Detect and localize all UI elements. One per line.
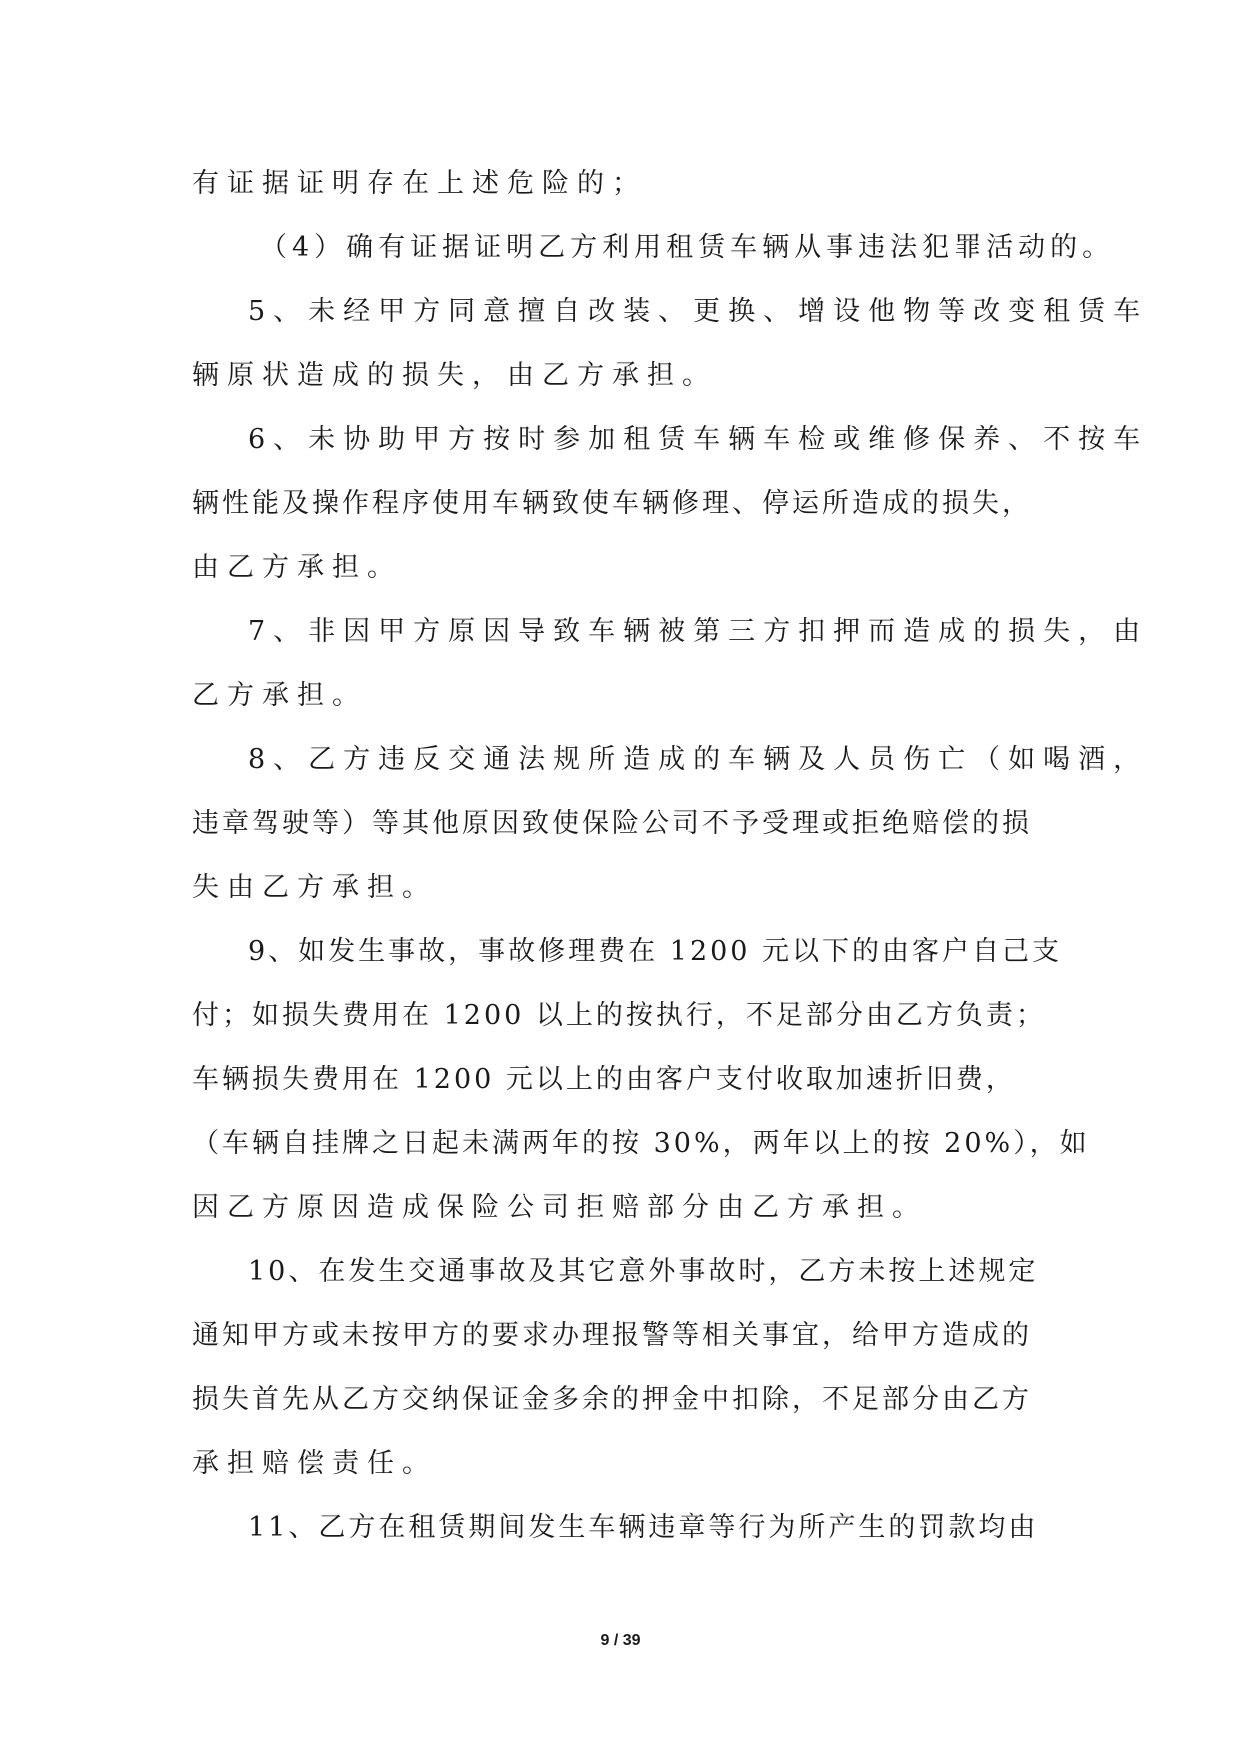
text-line: 辆原状造成的损失，由乙方承担。 <box>192 360 717 391</box>
text-line: 失由乙方承担。 <box>192 872 437 903</box>
text-line: 车辆损失费用在 1200 元以上的由客户支付收取加速折旧费， <box>192 1064 1016 1095</box>
text-line: （车辆自挂牌之日起未满两年的按 30%，两年以上的按 20%），如 <box>192 1128 1090 1159</box>
text-line: 违章驾驶等）等其他原因致使保险公司不予受理或拒绝赔偿的损 <box>192 808 1032 839</box>
text-line: 付；如损失费用在 1200 以上的按执行，不足部分由乙方负责； <box>192 1000 1046 1031</box>
page-number: 9 / 39 <box>600 1632 641 1649</box>
text-line: 辆性能及操作程序使用车辆致使车辆修理、停运所造成的损失， <box>192 488 1032 519</box>
text-line: 7、非因甲方原因导致车辆被第三方扣押而造成的损失，由 <box>248 616 1149 647</box>
text-line: 损失首先从乙方交纳保证金多余的押金中扣除，不足部分由乙方 <box>192 1384 1032 1415</box>
text-line: 10、在发生交通事故及其它意外事故时，乙方未按上述规定 <box>248 1256 1039 1287</box>
text-line: 6、未协助甲方按时参加租赁车辆车检或维修保养、不按车 <box>248 424 1149 455</box>
text-line: 乙方承担。 <box>192 680 367 711</box>
text-line: 通知甲方或未按甲方的要求办理报警等相关事宜，给甲方造成的 <box>192 1320 1032 1351</box>
text-line: 由乙方承担。 <box>192 552 402 583</box>
text-line: （4）确有证据证明乙方利用租赁车辆从事违法犯罪活动的。 <box>260 232 1115 263</box>
text-line: 承担赔偿责任。 <box>192 1448 437 1479</box>
body-text <box>192 152 1149 1560</box>
text-line: 有证据证明存在上述危险的； <box>192 168 647 199</box>
text-line: 因乙方原因造成保险公司拒赔部分由乙方承担。 <box>192 1192 927 1223</box>
text-line: 9、如发生事故，事故修理费在 1200 元以下的由客户自己支 <box>248 936 1063 967</box>
text-line: 5、未经甲方同意擅自改装、更换、增设他物等改变租赁车 <box>248 296 1149 327</box>
text-line: 8、乙方违反交通法规所造成的车辆及人员伤亡（如喝酒， <box>248 744 1149 775</box>
text-line: 11、乙方在租赁期间发生车辆违章等行为所产生的罚款均由 <box>248 1512 1039 1543</box>
